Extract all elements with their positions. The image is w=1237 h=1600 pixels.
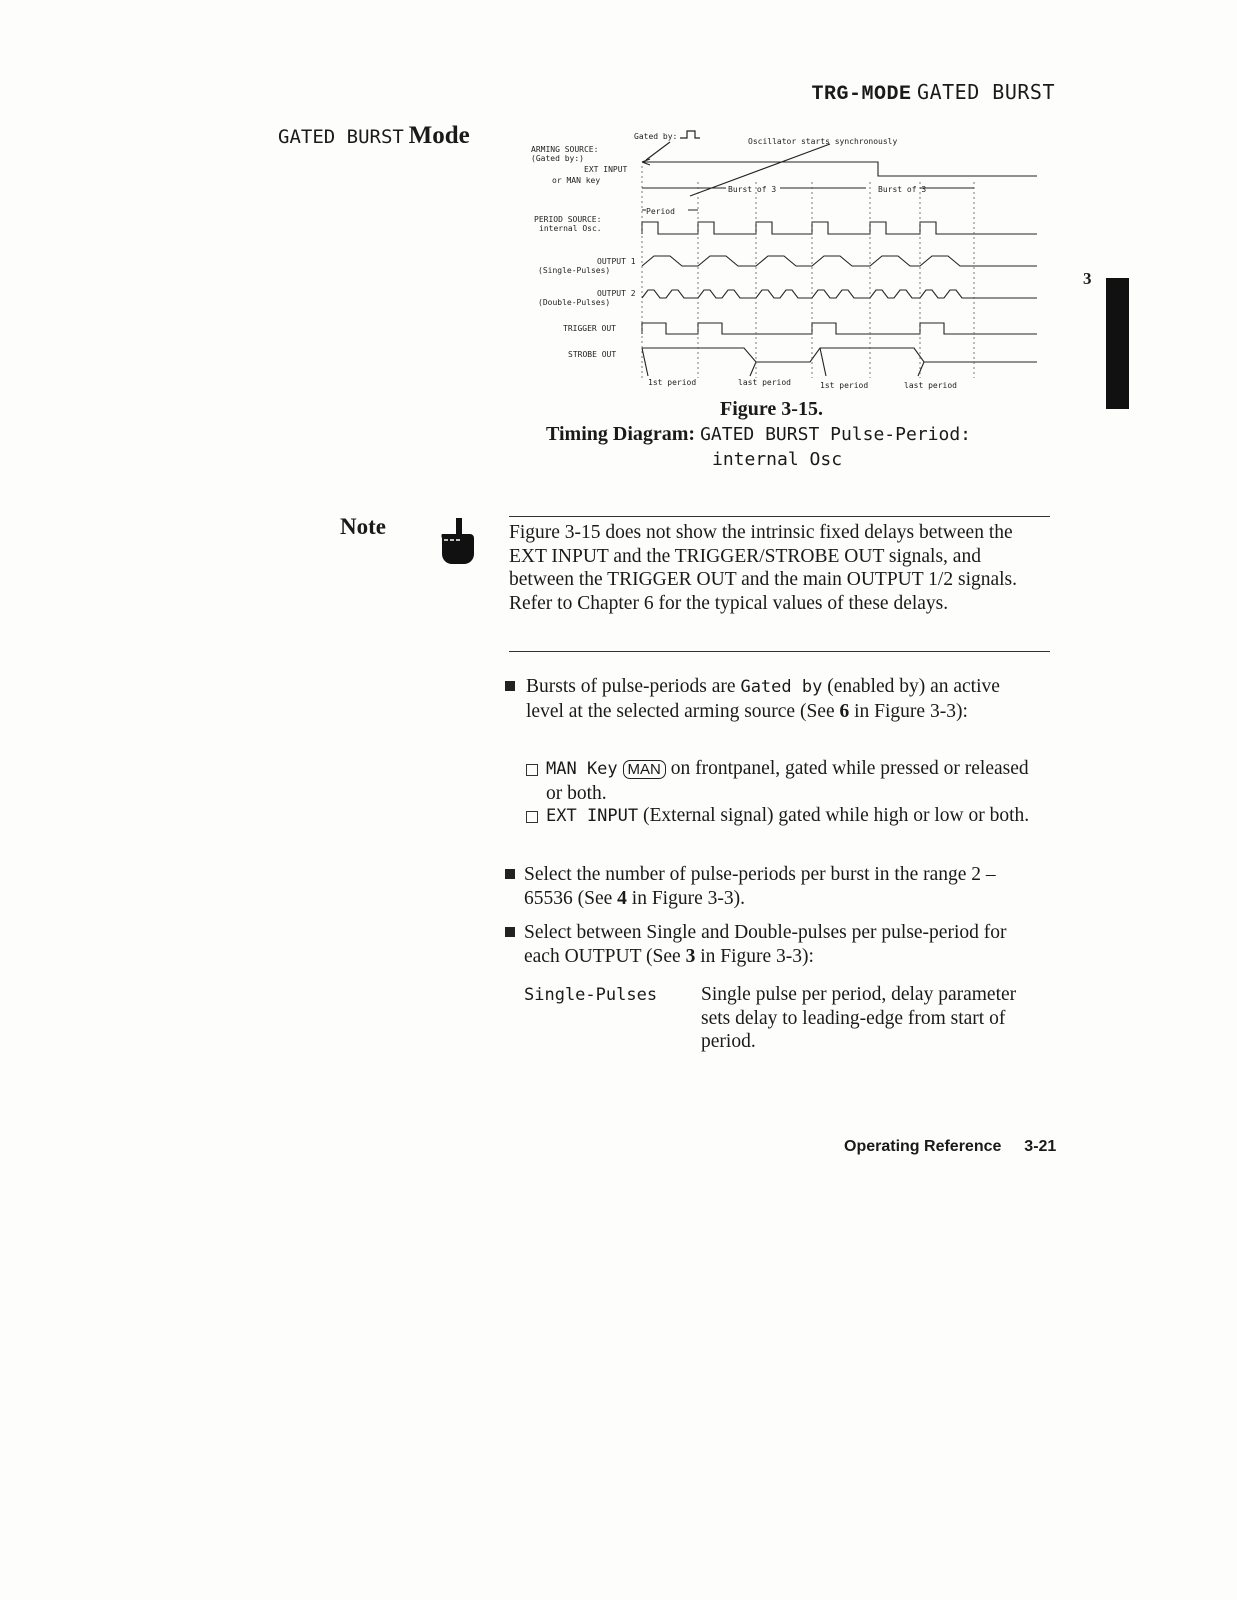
figure-caption-mono-1: GATED BURST Pulse-Period: (700, 424, 972, 445)
figure-caption (546, 423, 971, 446)
figure-number: Figure 3-15. (720, 398, 823, 420)
arming-source-line-2: (Gated by:) (531, 154, 584, 163)
bullet-text: Bursts of pulse-periods are (526, 676, 741, 697)
sub-item-man-key (546, 757, 1046, 805)
last-period-label-1: last period (738, 378, 791, 387)
trigger-out-label: TRIGGER OUT (563, 324, 616, 333)
page-footer (844, 1138, 1056, 1156)
bullet-marker (505, 681, 515, 691)
pointing-hand-icon (434, 516, 476, 568)
bullet-text: in Figure 3-3): (849, 700, 968, 722)
note-text: Figure 3-15 does not show the intrinsic fixed delays between the EXT INPUT and the TRIGGER/STROBE OUT signals, and between the TRIGGER OUT and the main OUTPUT 1/2 signals. Refer to Chapter 6 for the typical values of these delays. (509, 522, 1018, 614)
running-head-mode-value: GATED BURST (917, 80, 1055, 104)
sub-item-text: (External signal) gated while high or low or both. (638, 805, 1030, 826)
output2-line-1: OUTPUT 2 (597, 289, 636, 298)
bullet-marker (505, 927, 515, 937)
figure-callout-number: 3 (685, 945, 696, 967)
chapter-tab-marker (1106, 278, 1129, 409)
running-head (812, 80, 1055, 106)
chapter-number: 3 (1083, 269, 1092, 288)
bullet-item-gated-by (526, 675, 1036, 723)
arming-gate-trace (642, 162, 1037, 176)
period-source-line-2: internal Osc. (539, 224, 602, 233)
output1-line-2: (Single-Pulses) (538, 266, 611, 275)
arming-source-line-3: EXT INPUT (584, 165, 628, 174)
sub-bullet-marker (526, 811, 538, 823)
gate-pulse-icon (680, 131, 700, 138)
sub-item-text: on frontpanel, gated while pressed or released or both. (546, 758, 1029, 804)
bullet-text: Select the number of pulse-periods per burst in the range 2 – 65536 (See (524, 864, 996, 909)
figure-callout-number: 4 (617, 887, 627, 909)
gated-by-label: Gated by: (634, 132, 678, 141)
oscillator-note: Oscillator starts synchronously (748, 137, 898, 146)
arming-source-line-4: or MAN key (552, 176, 601, 185)
section-title-mono: GATED BURST (278, 126, 404, 148)
gated-by-term: Gated by (740, 677, 823, 697)
last-period-label-2: last period (904, 381, 957, 390)
definition-description: Single pulse per period, delay parameter sets delay to leading-edge from start of period. (701, 984, 1017, 1052)
timing-diagram (530, 126, 1050, 394)
footer-page-number: 3-21 (1024, 1138, 1057, 1155)
note-top-rule (509, 516, 1050, 517)
bullet-text: in Figure 3-3). (626, 887, 745, 909)
burst-label-1: Burst of 3 (728, 185, 777, 194)
bullet-item-burst-count (524, 863, 1014, 910)
definition-term: Single-Pulses (524, 985, 658, 1005)
ext-input-term: EXT INPUT (546, 806, 639, 826)
burst-label-2: Burst of 3 (878, 185, 927, 194)
gated-by-pointer (646, 142, 670, 160)
note-label: Note (340, 514, 386, 539)
first-period-label-1: 1st period (648, 378, 697, 387)
section-title (278, 122, 470, 150)
first-period-label-2: 1st period (820, 381, 869, 390)
bullet-text: Select between Single and Double-pulses per pulse-period for each OUTPUT (See (524, 922, 1007, 967)
period-source-line-1: PERIOD SOURCE: (534, 215, 602, 224)
bullet-item-pulse-type (524, 921, 1024, 968)
sub-item-ext-input (546, 804, 1046, 829)
sub-bullet-marker (526, 764, 538, 776)
section-title-word: Mode (408, 122, 470, 149)
output1-line-1: OUTPUT 1 (597, 257, 636, 266)
arming-source-line-1: ARMING SOURCE: (531, 145, 599, 154)
strobe-out-label: STROBE OUT (568, 350, 617, 359)
footer-section: Operating Reference (844, 1138, 1002, 1155)
man-key-term: MAN Key (546, 759, 618, 779)
output1-trace (642, 256, 1037, 266)
figure-caption-mono-2: internal Osc (712, 449, 843, 470)
figure-callout-number: 6 (839, 700, 850, 722)
running-head-mode-label: TRG-MODE (811, 83, 912, 106)
bullet-text: in Figure 3-3): (695, 945, 814, 967)
note-bottom-rule (509, 651, 1050, 652)
figure-caption-bold: Timing Diagram: (546, 423, 696, 445)
bullet-marker (505, 869, 515, 879)
trigger-out-trace (642, 323, 1037, 334)
period-source-trace (642, 222, 1037, 234)
bullet-text: (enabled by) an active level at the selected arming source (See (526, 676, 1000, 722)
period-label: Period (646, 207, 675, 216)
output2-line-2: (Double-Pulses) (538, 298, 611, 307)
strobe-out-trace (642, 348, 1037, 362)
man-key-cap: MAN (623, 760, 666, 779)
output2-trace (642, 290, 1037, 298)
